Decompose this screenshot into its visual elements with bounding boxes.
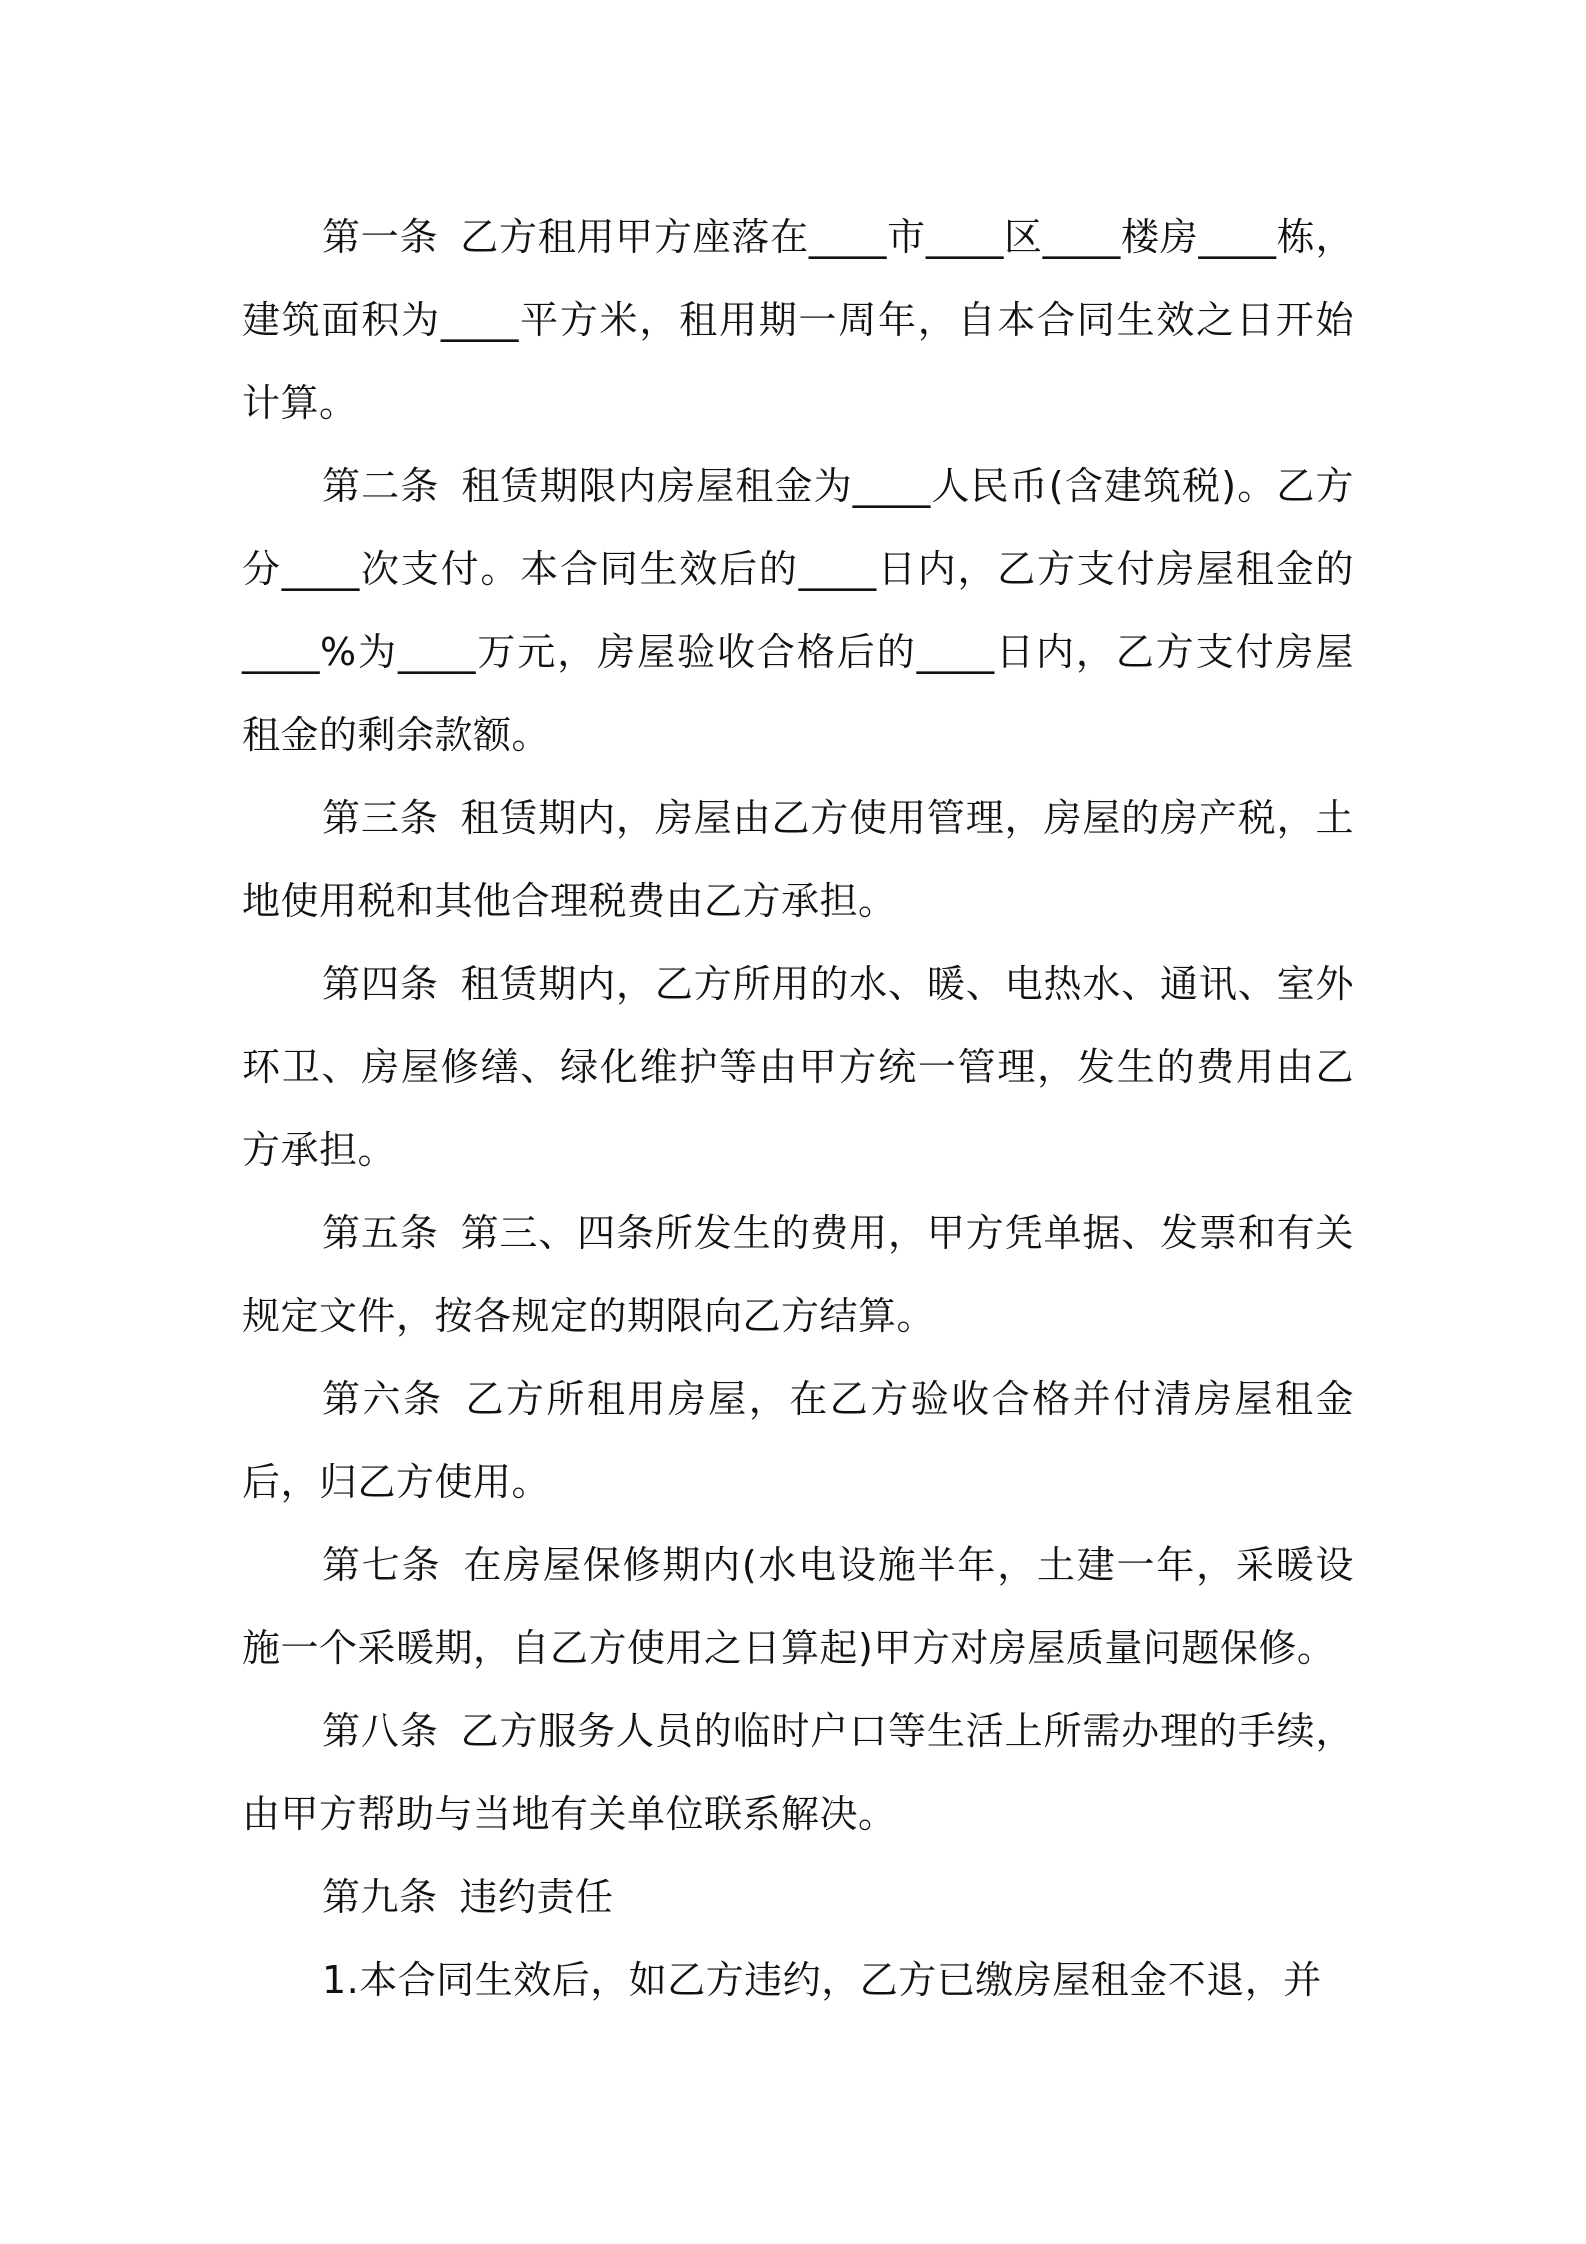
article-1	[242, 196, 1354, 445]
article-9	[242, 1856, 1354, 1939]
article-number: 第三条	[322, 796, 439, 840]
article-text: 乙方所租用房屋，在乙方验收合格并付清房屋租金后，归乙方使用。	[242, 1377, 1354, 1504]
article-7	[242, 1524, 1354, 1690]
article-8	[242, 1690, 1354, 1856]
article-number: 第七条	[322, 1543, 442, 1587]
article-text: 租赁期内，乙方所用的水、暖、电热水、通讯、室外环卫、房屋修缮、绿化维护等由甲方统一管理，发生的费用由乙方承担。	[242, 962, 1354, 1172]
article-text: 在房屋保修期内(水电设施半年，土建一年，采暖设施一个采暖期，自乙方使用之日算起)甲方对房屋质量问题保修。	[242, 1543, 1354, 1670]
article-number: 第六条	[322, 1377, 444, 1421]
article-3	[242, 777, 1354, 943]
article-text: 租赁期限内房屋租金为____人民币(含建筑税)。乙方分____次支付。本合同生效后的____日内，乙方支付房屋租金的____%为____万元，房屋验收合格后的____日内，乙方支付房屋租金的剩余款额。	[242, 464, 1354, 757]
article-number: 第五条	[322, 1211, 439, 1255]
document-page	[242, 196, 1354, 2022]
article-text: 乙方服务人员的临时户口等生活上所需办理的手续，由甲方帮助与当地有关单位联系解决。	[242, 1709, 1354, 1836]
article-number: 第一条	[322, 215, 439, 259]
article-text: 第三、四条所发生的费用，甲方凭单据、发票和有关规定文件，按各规定的期限向乙方结算。	[242, 1211, 1354, 1338]
article-number: 第八条	[322, 1709, 439, 1753]
clause-text: 1.本合同生效后，如乙方违约，乙方已缴房屋租金不退，并	[322, 1958, 1322, 2002]
article-2	[242, 445, 1354, 777]
article-5	[242, 1192, 1354, 1358]
article-text: 乙方租用甲方座落在____市____区____楼房____栋，建筑面积为____平方米，租用期一周年，自本合同生效之日开始计算。	[242, 215, 1354, 425]
clause-9-1	[242, 1939, 1354, 2022]
article-6	[242, 1358, 1354, 1524]
article-number: 第九条	[322, 1875, 438, 1919]
article-text: 租赁期内，房屋由乙方使用管理，房屋的房产税，土地使用税和其他合理税费由乙方承担。	[242, 796, 1354, 923]
article-4	[242, 943, 1354, 1192]
article-text: 违约责任	[459, 1875, 614, 1919]
article-number: 第二条	[322, 464, 440, 508]
article-number: 第四条	[322, 962, 439, 1006]
